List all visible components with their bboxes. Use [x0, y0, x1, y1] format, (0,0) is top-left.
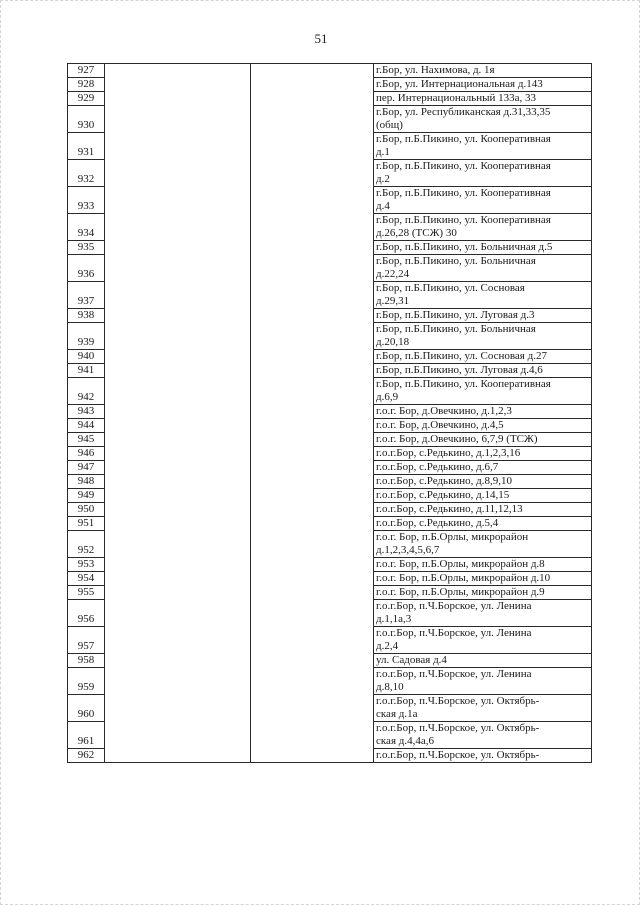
empty-cell	[105, 749, 251, 763]
table-row	[68, 503, 592, 517]
empty-cell	[251, 749, 374, 763]
empty-cell	[105, 323, 251, 350]
table-row	[68, 378, 592, 405]
row-number: 944	[68, 419, 105, 433]
address-cell: г.о.г.Бор, п.Ч.Борское, ул. Октябрь- ская д.1а	[374, 695, 592, 722]
table-row	[68, 364, 592, 378]
empty-cell	[105, 64, 251, 78]
table-row	[68, 572, 592, 586]
row-number: 931	[68, 133, 105, 160]
row-number: 949	[68, 489, 105, 503]
empty-cell	[105, 517, 251, 531]
row-number: 928	[68, 78, 105, 92]
row-number: 945	[68, 433, 105, 447]
empty-cell	[251, 586, 374, 600]
table-row	[68, 64, 592, 78]
table-row	[68, 627, 592, 654]
empty-cell	[251, 187, 374, 214]
row-number: 959	[68, 668, 105, 695]
table-row	[68, 323, 592, 350]
empty-cell	[105, 475, 251, 489]
row-number: 937	[68, 282, 105, 309]
table-row	[68, 350, 592, 364]
empty-cell	[251, 722, 374, 749]
row-number: 948	[68, 475, 105, 489]
empty-cell	[105, 419, 251, 433]
empty-cell	[251, 64, 374, 78]
address-cell: г.о.г.Бор, п.Ч.Борское, ул. Ленина д.8,10	[374, 668, 592, 695]
empty-cell	[105, 668, 251, 695]
empty-cell	[105, 214, 251, 241]
empty-cell	[251, 323, 374, 350]
table-row	[68, 241, 592, 255]
empty-cell	[105, 654, 251, 668]
empty-cell	[251, 92, 374, 106]
address-cell: г.о.г. Бор, д.Овечкино, 6,7,9 (ТСЖ)	[374, 433, 592, 447]
address-cell: г.о.г.Бор, п.Ч.Борское, ул. Октябрь- ская д.4,4а,6	[374, 722, 592, 749]
empty-cell	[105, 433, 251, 447]
address-cell: г.Бор, п.Б.Пикино, ул. Кооперативная д.4	[374, 187, 592, 214]
empty-cell	[251, 241, 374, 255]
row-number: 943	[68, 405, 105, 419]
table-row	[68, 160, 592, 187]
empty-cell	[105, 350, 251, 364]
table-row	[68, 419, 592, 433]
table-row	[68, 433, 592, 447]
empty-cell	[105, 405, 251, 419]
empty-cell	[105, 695, 251, 722]
address-cell: г.о.г. Бор, д.Овечкино, д.1,2,3	[374, 405, 592, 419]
table-row	[68, 282, 592, 309]
empty-cell	[251, 160, 374, 187]
empty-cell	[105, 586, 251, 600]
table-row	[68, 255, 592, 282]
empty-cell	[105, 241, 251, 255]
empty-cell	[105, 92, 251, 106]
empty-cell	[105, 364, 251, 378]
table-row	[68, 531, 592, 558]
row-number: 955	[68, 586, 105, 600]
address-cell: г.о.г.Бор, с.Редькино, д.5,4	[374, 517, 592, 531]
row-number: 958	[68, 654, 105, 668]
address-cell: ул. Садовая д.4	[374, 654, 592, 668]
address-cell: г.Бор, п.Б.Пикино, ул. Кооперативная д.26,28 (ТСЖ) 30	[374, 214, 592, 241]
address-cell: г.Бор, п.Б.Пикино, ул. Кооперативная д.1	[374, 133, 592, 160]
row-number: 961	[68, 722, 105, 749]
empty-cell	[251, 531, 374, 558]
address-cell: г.Бор, п.Б.Пикино, ул. Луговая д.4,6	[374, 364, 592, 378]
empty-cell	[105, 503, 251, 517]
table-row	[68, 133, 592, 160]
row-number: 956	[68, 600, 105, 627]
table-row	[68, 214, 592, 241]
page-number: 51	[314, 31, 328, 46]
empty-cell	[105, 255, 251, 282]
table-row	[68, 654, 592, 668]
table-row	[68, 78, 592, 92]
table-row	[68, 489, 592, 503]
address-cell: г.о.г.Бор, с.Редькино, д.14,15	[374, 489, 592, 503]
empty-cell	[105, 558, 251, 572]
empty-cell	[105, 600, 251, 627]
address-cell: г.о.г. Бор, п.Б.Орлы, микрорайон д.8	[374, 558, 592, 572]
empty-cell	[251, 600, 374, 627]
address-cell: г.о.г.Бор, п.Ч.Борское, ул. Ленина д.2,4	[374, 627, 592, 654]
address-cell: г.о.г. Бор, п.Б.Орлы, микрорайон д.9	[374, 586, 592, 600]
empty-cell	[105, 187, 251, 214]
empty-cell	[251, 668, 374, 695]
empty-cell	[251, 78, 374, 92]
empty-cell	[105, 133, 251, 160]
empty-cell	[251, 350, 374, 364]
row-number: 954	[68, 572, 105, 586]
empty-cell	[105, 531, 251, 558]
row-number: 947	[68, 461, 105, 475]
empty-cell	[105, 461, 251, 475]
empty-cell	[251, 627, 374, 654]
address-table-body	[68, 64, 592, 763]
row-number: 957	[68, 627, 105, 654]
address-cell: г.о.г. Бор, п.Б.Орлы, микрорайон д.10	[374, 572, 592, 586]
address-cell: г.Бор, ул. Нахимова, д. 1я	[374, 64, 592, 78]
empty-cell	[251, 106, 374, 133]
row-number: 930	[68, 106, 105, 133]
address-cell: г.Бор, п.Б.Пикино, ул. Сосновая д.29,31	[374, 282, 592, 309]
empty-cell	[251, 489, 374, 503]
empty-cell	[251, 433, 374, 447]
address-cell: г.Бор, п.Б.Пикино, ул. Луговая д.3	[374, 309, 592, 323]
address-cell: г.Бор, п.Б.Пикино, ул. Кооперативная д.6,9	[374, 378, 592, 405]
table-row	[68, 475, 592, 489]
empty-cell	[105, 78, 251, 92]
empty-cell	[251, 654, 374, 668]
empty-cell	[251, 214, 374, 241]
row-number: 933	[68, 187, 105, 214]
table-row	[68, 749, 592, 763]
address-cell: г.о.г.Бор, с.Редькино, д.6,7	[374, 461, 592, 475]
empty-cell	[105, 282, 251, 309]
empty-cell	[251, 572, 374, 586]
empty-cell	[251, 475, 374, 489]
empty-cell	[251, 378, 374, 405]
row-number: 927	[68, 64, 105, 78]
table-row	[68, 586, 592, 600]
address-cell: г.о.г.Бор, п.Ч.Борское, ул. Ленина д.1,1а,3	[374, 600, 592, 627]
table-row	[68, 695, 592, 722]
empty-cell	[251, 309, 374, 323]
table-row	[68, 405, 592, 419]
address-cell: г.о.г.Бор, п.Ч.Борское, ул. Октябрь-	[374, 749, 592, 763]
empty-cell	[105, 106, 251, 133]
row-number: 932	[68, 160, 105, 187]
row-number: 946	[68, 447, 105, 461]
row-number: 940	[68, 350, 105, 364]
empty-cell	[251, 461, 374, 475]
empty-cell	[251, 282, 374, 309]
empty-cell	[105, 572, 251, 586]
row-number: 942	[68, 378, 105, 405]
row-number: 936	[68, 255, 105, 282]
table-row	[68, 558, 592, 572]
row-number: 939	[68, 323, 105, 350]
row-number: 934	[68, 214, 105, 241]
row-number: 941	[68, 364, 105, 378]
address-table	[67, 63, 592, 763]
address-cell: г.Бор, п.Б.Пикино, ул. Больничная д.22,24	[374, 255, 592, 282]
row-number: 929	[68, 92, 105, 106]
empty-cell	[251, 133, 374, 160]
address-cell: г.Бор, п.Б.Пикино, ул. Сосновая д.27	[374, 350, 592, 364]
address-cell: пер. Интернациональный 133а, 33	[374, 92, 592, 106]
empty-cell	[105, 160, 251, 187]
address-cell: г.Бор, ул. Республиканская д.31,33,35 (общ)	[374, 106, 592, 133]
row-number: 935	[68, 241, 105, 255]
empty-cell	[105, 447, 251, 461]
empty-cell	[105, 489, 251, 503]
empty-cell	[251, 255, 374, 282]
address-cell: г.Бор, ул. Интернациональная д.143	[374, 78, 592, 92]
address-cell: г.о.г. Бор, д.Овечкино, д.4,5	[374, 419, 592, 433]
address-cell: г.о.г. Бор, п.Б.Орлы, микрорайон д.1,2,3,4,5,6,7	[374, 531, 592, 558]
address-cell: г.о.г.Бор, с.Редькино, д.11,12,13	[374, 503, 592, 517]
table-row	[68, 668, 592, 695]
empty-cell	[251, 419, 374, 433]
table-row	[68, 92, 592, 106]
address-cell: г.Бор, п.Б.Пикино, ул. Кооперативная д.2	[374, 160, 592, 187]
row-number: 962	[68, 749, 105, 763]
row-number: 950	[68, 503, 105, 517]
table-row	[68, 722, 592, 749]
row-number: 951	[68, 517, 105, 531]
empty-cell	[105, 378, 251, 405]
row-number: 953	[68, 558, 105, 572]
empty-cell	[105, 722, 251, 749]
table-row	[68, 461, 592, 475]
empty-cell	[251, 503, 374, 517]
empty-cell	[105, 309, 251, 323]
empty-cell	[105, 627, 251, 654]
address-cell: г.Бор, п.Б.Пикино, ул. Больничная д.5	[374, 241, 592, 255]
address-cell: г.о.г.Бор, с.Редькино, д.8,9,10	[374, 475, 592, 489]
table-row	[68, 447, 592, 461]
address-cell: г.Бор, п.Б.Пикино, ул. Больничная д.20,18	[374, 323, 592, 350]
row-number: 952	[68, 531, 105, 558]
table-row	[68, 600, 592, 627]
empty-cell	[251, 558, 374, 572]
table-row	[68, 309, 592, 323]
row-number: 960	[68, 695, 105, 722]
empty-cell	[251, 364, 374, 378]
empty-cell	[251, 695, 374, 722]
row-number: 938	[68, 309, 105, 323]
table-row	[68, 517, 592, 531]
empty-cell	[251, 517, 374, 531]
empty-cell	[251, 447, 374, 461]
table-row	[68, 106, 592, 133]
table-row	[68, 187, 592, 214]
empty-cell	[251, 405, 374, 419]
address-cell: г.о.г.Бор, с.Редькино, д.1,2,3,16	[374, 447, 592, 461]
